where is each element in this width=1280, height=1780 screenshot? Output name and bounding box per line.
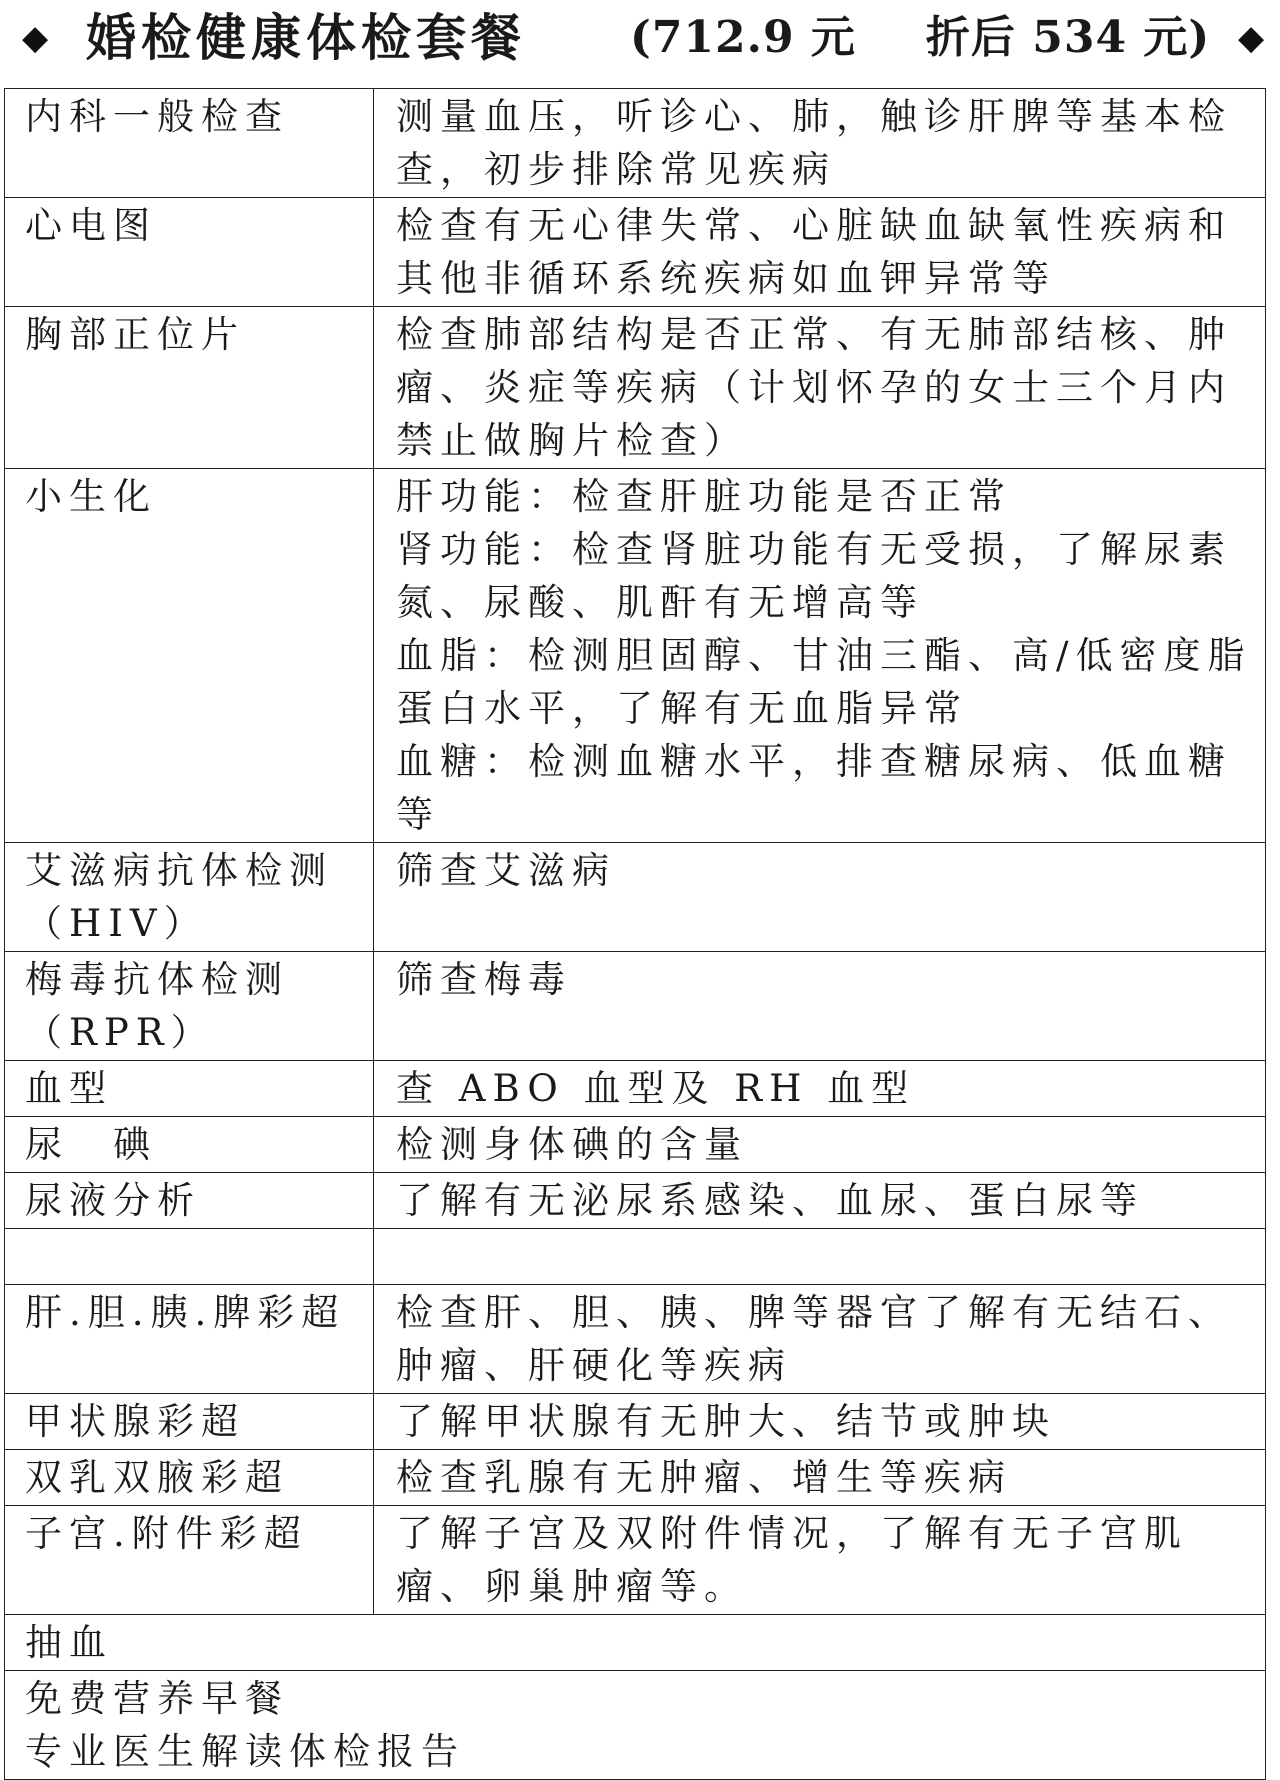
discount-price: 折后 534 元) [925,12,1211,63]
item-description: 了解有无泌尿系感染、血尿、蛋白尿等 [374,1173,1266,1229]
item-name: 内科一般检查 [5,89,374,198]
table-row [5,198,1266,307]
item-description: 检查乳腺有无肿瘤、增生等疾病 [374,1450,1266,1506]
item-name: 梅毒抗体检测（RPR） [5,952,374,1061]
item-name: 子宫.附件彩超 [5,1506,374,1615]
table-row [5,1394,1266,1450]
item-name: 尿 碘 [5,1117,374,1173]
diamond-bullet-icon: ◆ [22,18,49,58]
checkup-table [4,88,1266,1780]
item-name: 肝.胆.胰.脾彩超 [5,1285,374,1394]
item-name: 甲状腺彩超 [5,1394,374,1450]
original-price: (712.9 元 [630,12,856,63]
item-name: 心电图 [5,198,374,307]
price-info [630,10,1210,66]
item-description: 肝功能：检查肝脏功能是否正常 肾功能：检查肾脏功能有无受损，了解尿素氮、尿酸、肌酐有无增高等 血脂：检测胆固醇、甘油三酯、高/低密度脂蛋白水平，了解有无血脂异常 血糖：检测血糖水平，排查糖尿病、低血糖等 [374,469,1266,843]
table-row [5,1229,1266,1285]
table-row [5,89,1266,198]
diamond-bullet-icon: ◆ [1238,18,1265,58]
item-description: 筛查梅毒 [374,952,1266,1061]
item-name [5,1229,374,1285]
table-row [5,1450,1266,1506]
page-header [0,0,1280,82]
table-row [5,1285,1266,1394]
table-row [5,307,1266,469]
blood-draw-cell: 抽血 [5,1615,1266,1671]
item-name: 胸部正位片 [5,307,374,469]
table-row [5,1117,1266,1173]
table-row [5,843,1266,952]
page-title: 婚检健康体检套餐 [86,8,526,67]
item-description: 了解甲状腺有无肿大、结节或肿块 [374,1394,1266,1450]
table-row [5,1506,1266,1615]
item-description: 查 ABO 血型及 RH 血型 [374,1061,1266,1117]
item-name: 艾滋病抗体检测（HIV） [5,843,374,952]
item-name: 小生化 [5,469,374,843]
item-description: 检查肝、胆、胰、脾等器官了解有无结石、肿瘤、肝硬化等疾病 [374,1285,1266,1394]
bonus-services-cell: 免费营养早餐 专业医生解读体检报告 [5,1671,1266,1780]
item-description: 检查有无心律失常、心脏缺血缺氧性疾病和其他非循环系统疾病如血钾异常等 [374,198,1266,307]
item-description: 筛查艾滋病 [374,843,1266,952]
item-name: 尿液分析 [5,1173,374,1229]
item-description: 检查肺部结构是否正常、有无肺部结核、肿瘤、炎症等疾病（计划怀孕的女士三个月内禁止做胸片检查） [374,307,1266,469]
table-row-full [5,1671,1266,1780]
table-row [5,1173,1266,1229]
item-name: 血型 [5,1061,374,1117]
table-row [5,1061,1266,1117]
item-description: 测量血压，听诊心、肺，触诊肝脾等基本检查，初步排除常见疾病 [374,89,1266,198]
table-row [5,469,1266,843]
item-description: 检测身体碘的含量 [374,1117,1266,1173]
item-name: 双乳双腋彩超 [5,1450,374,1506]
table-row [5,952,1266,1061]
item-description [374,1229,1266,1285]
item-description: 了解子宫及双附件情况，了解有无子宫肌瘤、卵巢肿瘤等。 [374,1506,1266,1615]
table-row-full [5,1615,1266,1671]
